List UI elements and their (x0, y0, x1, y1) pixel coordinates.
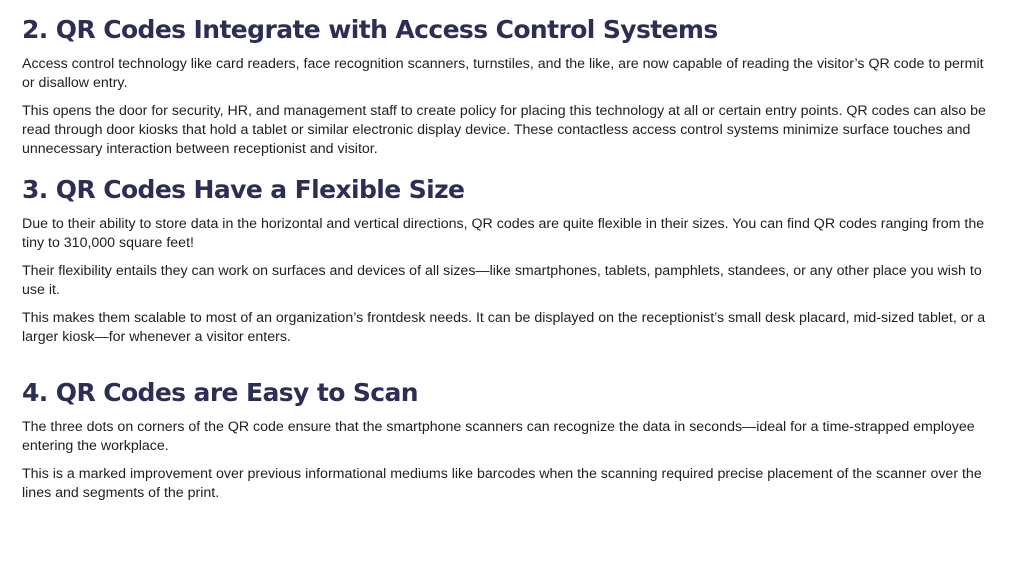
section-flexible-size (22, 174, 1000, 347)
section-heading: 3. QR Codes Have a Flexible Size (22, 175, 465, 204)
section-easy-to-scan (22, 377, 1000, 503)
section-paragraph: This opens the door for security, HR, and management staff to create policy for placing this technology at all or certain entry points. QR codes can also be read through door kiosks that hold a tablet or similar electronic display device. These contactless access control systems minimize surface touches and unnecessary interaction between receptionist and visitor. (22, 103, 986, 157)
section-paragraph: Their flexibility entails they can work on surfaces and devices of all sizes—like smartphones, tablets, pamphlets, standees, or any other place you wish to use it. (22, 263, 982, 298)
section-paragraph: This is a marked improvement over previous informational mediums like barcodes when the scanning required precise placement of the scanner over the lines and segments of the print. (22, 466, 982, 501)
section-access-control (22, 14, 1000, 159)
section-paragraph: The three dots on corners of the QR code ensure that the smartphone scanners can recognize the data in seconds—ideal for a time-strapped employee entering the workplace. (22, 419, 975, 454)
section-paragraph: Access control technology like card readers, face recognition scanners, turnstiles, and the like, are now capable of reading the visitor’s QR code to permit or disallow entry. (22, 56, 984, 91)
section-paragraph: This makes them scalable to most of an organization’s frontdesk needs. It can be displayed on the receptionist’s small desk placard, mid-sized tablet, or a larger kiosk—for whenever a visitor enters. (22, 310, 986, 345)
section-heading: 4. QR Codes are Easy to Scan (22, 378, 418, 407)
section-heading: 2. QR Codes Integrate with Access Control Systems (22, 15, 718, 44)
section-paragraph: Due to their ability to store data in the horizontal and vertical directions, QR codes are quite flexible in their sizes. You can find QR codes ranging from the tiny to 310,000 square feet! (22, 216, 985, 251)
